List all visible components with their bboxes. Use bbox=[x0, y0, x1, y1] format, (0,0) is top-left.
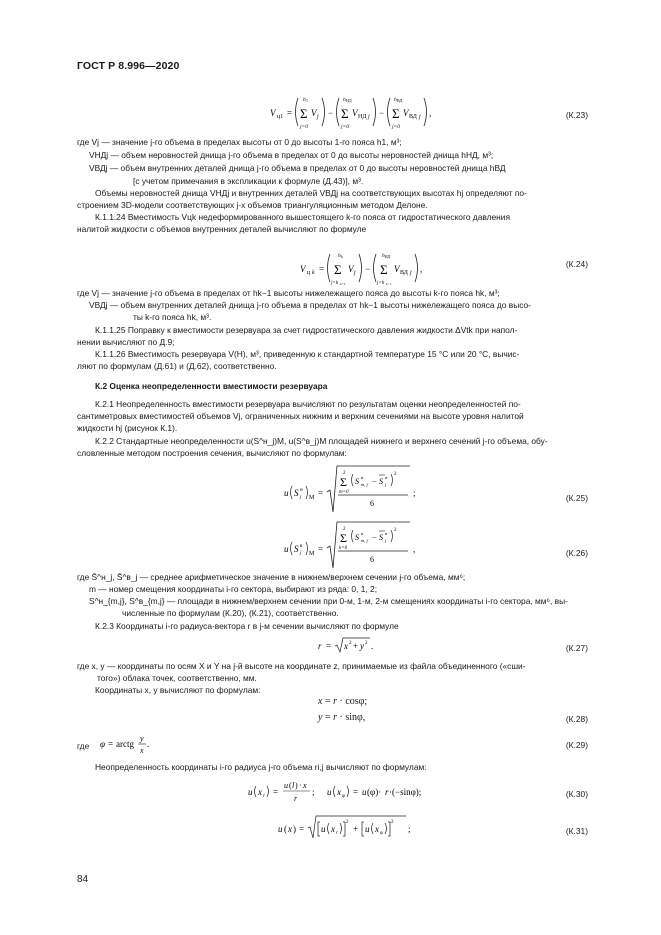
svg-text:=: = bbox=[287, 108, 293, 118]
svg-text:u: u bbox=[248, 787, 253, 797]
svg-text:m, j: m, j bbox=[361, 538, 368, 543]
svg-text:−: − bbox=[372, 477, 377, 486]
svg-text:НД: НД bbox=[358, 114, 367, 120]
svg-text:6: 6 bbox=[370, 555, 374, 564]
svg-text:k=0: k=0 bbox=[339, 546, 348, 551]
svg-text:j: j bbox=[410, 270, 412, 276]
svg-text:x: x bbox=[288, 824, 292, 834]
svg-text:j: j bbox=[385, 538, 387, 543]
svg-text:ВД: ВД bbox=[409, 114, 417, 120]
svg-text:l: l bbox=[292, 781, 295, 790]
equation-k25 bbox=[280, 462, 450, 520]
equation-number: (К.31) bbox=[565, 826, 588, 836]
svg-text:−: − bbox=[372, 533, 377, 542]
svg-text:н: н bbox=[385, 475, 388, 480]
svg-text:=: = bbox=[353, 787, 359, 797]
svg-text:m, j: m, j bbox=[361, 482, 368, 487]
svg-text:j=0: j=0 bbox=[341, 124, 349, 130]
svg-text:r: r bbox=[336, 831, 338, 836]
svg-text:V: V bbox=[403, 108, 409, 118]
svg-text:u: u bbox=[284, 488, 289, 498]
svg-text:(: ( bbox=[284, 824, 287, 834]
svg-text:2: 2 bbox=[394, 472, 397, 477]
svg-text:в: в bbox=[361, 531, 364, 536]
svg-text:2: 2 bbox=[394, 528, 397, 533]
equation-k25-graphic bbox=[280, 462, 450, 516]
svg-text:(: ( bbox=[289, 781, 292, 790]
equation-k27 bbox=[318, 636, 408, 660]
svg-text:=: = bbox=[318, 488, 324, 498]
equation-k30-graphic bbox=[248, 778, 448, 808]
svg-text:u: u bbox=[284, 781, 288, 790]
text-line: сантиметровых вместимостей объемов Vj, ограниченных нижним и верхним сечениями на высоте уровня налитой bbox=[77, 411, 524, 421]
text-line: К.1.1.24 Вместимость Vцk недеформированного вышестоящего k-го пояса от гидростатического давления bbox=[95, 212, 510, 222]
text-line: Координаты x, y вычисляют по формулам: bbox=[95, 685, 261, 695]
svg-text:r: r bbox=[318, 641, 322, 651]
svg-text:S: S bbox=[294, 488, 299, 498]
svg-text:j: j bbox=[385, 482, 387, 487]
svg-text:V: V bbox=[270, 108, 276, 118]
svg-text:,: , bbox=[413, 544, 416, 554]
svg-text:m=0: m=0 bbox=[339, 490, 349, 495]
svg-text:.: . bbox=[371, 641, 374, 651]
equation-k23 bbox=[258, 88, 478, 138]
svg-text:S: S bbox=[294, 544, 299, 554]
text-line: К.2.2 Стандартные неопределенности u(S^н_j)M, u(S^в_j)M площадей нижнего и верхнего сечений j-го объема, обу- bbox=[95, 436, 548, 446]
svg-text:·: · bbox=[299, 781, 302, 790]
text-line: К.2.1 Неопределенность вместимости резервуара вычисляют по результатам оценки неопределенностей по- bbox=[95, 399, 521, 409]
svg-text:h: h bbox=[394, 97, 397, 103]
svg-text:,: , bbox=[429, 108, 432, 118]
svg-text:+: + bbox=[353, 824, 359, 834]
svg-text:y: y bbox=[360, 641, 364, 651]
svg-text:u: u bbox=[365, 824, 370, 834]
text-line: S^н_{m,j}, S^в_{m,j} — площади в нижнем/верхнем сечении при 0-м, 1-м, 2-м смещениях координаты i-го сектора, мм⁶, вы- bbox=[89, 596, 568, 606]
svg-text:arctg: arctg bbox=[116, 739, 134, 749]
equation-k27-graphic bbox=[318, 636, 408, 656]
text-line: VНДj — объем неровностей днища j-го объема в пределах от 0 до высоты неровностей днища hНД, м³; bbox=[89, 150, 494, 160]
svg-text:ВД: ВД bbox=[397, 98, 403, 103]
svg-text:ц1: ц1 bbox=[277, 114, 284, 120]
svg-text:ц: ц bbox=[307, 270, 311, 276]
svg-text:x: x bbox=[258, 787, 262, 797]
equation-number: (К.27) bbox=[565, 643, 588, 653]
svg-text:h: h bbox=[382, 253, 385, 259]
svg-text:Σ: Σ bbox=[341, 106, 349, 121]
text-line: где Vj — значение j-го объема в пределах от hk−1 высоты нижележащего пояса до высоты k-го пояса hk, м³; bbox=[77, 288, 500, 298]
svg-text:j: j bbox=[317, 114, 319, 120]
svg-text:x: x bbox=[331, 824, 335, 834]
svg-text:u: u bbox=[362, 787, 367, 797]
svg-text:j: j bbox=[354, 270, 356, 276]
svg-text:,: , bbox=[420, 264, 423, 274]
svg-text:−: − bbox=[379, 108, 385, 118]
text-line: К.1.1.26 Вместимость резервуара V(H), м³, приведенную к стандартной температуре 15 °С или 20 °С, вычис- bbox=[95, 349, 520, 359]
text-line: где S̄^н_j, S̄^в_j — среднее арифметическое значение в нижнем/верхнем сечении j-го объема, мм⁶; bbox=[77, 572, 466, 582]
svg-text:j=0: j=0 bbox=[392, 124, 400, 130]
svg-text:2: 2 bbox=[391, 820, 394, 825]
text-line: где x, y — координаты по осям X и Y на j-й высоте на координате z, принимаемые из файла объединенного («сши- bbox=[77, 661, 526, 671]
section-heading: К.2 Оценка неопределенности вместимости резервуара bbox=[95, 381, 328, 391]
svg-text:r: r bbox=[385, 787, 389, 797]
document-header: ГОСТ Р 8.996—2020 bbox=[77, 60, 180, 72]
svg-text:j: j bbox=[368, 114, 370, 120]
svg-text:S: S bbox=[379, 533, 383, 542]
svg-text:j: j bbox=[419, 114, 421, 120]
text-line: ляют по формулам (Д.61) и (Д.62), соответственно. bbox=[77, 361, 277, 371]
svg-text:;: ; bbox=[312, 787, 315, 797]
svg-text:u: u bbox=[321, 824, 326, 834]
svg-text:в: в bbox=[385, 531, 388, 536]
svg-text:φ: φ bbox=[100, 739, 105, 749]
svg-text:x: x bbox=[303, 781, 307, 790]
equation-k28-y: y = r · sinφ, bbox=[318, 712, 366, 723]
svg-text:h: h bbox=[343, 97, 346, 103]
svg-text:k−1: k−1 bbox=[340, 282, 346, 286]
svg-text:Σ: Σ bbox=[392, 106, 400, 121]
text-line: численные по формулам (К.20), (К.21), соответственно. bbox=[122, 608, 339, 618]
svg-text:u: u bbox=[278, 824, 283, 834]
svg-text:j=h: j=h bbox=[331, 281, 339, 286]
svg-text:V: V bbox=[394, 264, 400, 274]
svg-text:h: h bbox=[338, 253, 341, 259]
text-line: того») облака точек, соответственно, мм. bbox=[97, 673, 257, 683]
svg-text:k: k bbox=[312, 270, 315, 276]
svg-text:u: u bbox=[327, 787, 332, 797]
svg-text:u: u bbox=[284, 544, 289, 554]
svg-text:j=h: j=h bbox=[377, 281, 385, 286]
svg-text:r: r bbox=[294, 794, 298, 803]
svg-text:ВД: ВД bbox=[385, 254, 391, 259]
svg-text:x: x bbox=[337, 787, 341, 797]
svg-text:φ: φ bbox=[342, 794, 345, 799]
text-line: нении вычисляют по Д.9; bbox=[77, 337, 175, 347]
text-line: m — номер смещения координаты i-го сектора, выбирают из ряда: 0, 1, 2; bbox=[89, 584, 378, 594]
equation-k26 bbox=[280, 518, 450, 576]
equation-k31 bbox=[278, 814, 428, 848]
text-line: словленные методом построения сечения, вычисляют по формулам: bbox=[77, 448, 347, 458]
svg-text:Σ: Σ bbox=[380, 262, 388, 277]
text-line: где bbox=[77, 741, 90, 751]
equation-k30 bbox=[248, 778, 448, 812]
svg-text:j: j bbox=[300, 551, 302, 556]
svg-text:−: − bbox=[328, 108, 334, 118]
text-line: ты k-го пояса hk, м³. bbox=[133, 312, 212, 322]
svg-text:2: 2 bbox=[349, 641, 352, 646]
svg-text:j=0: j=0 bbox=[300, 124, 308, 130]
text-line: К.2.3 Координаты i-го радиуса-вектора r в j-м сечении вычисляют по формуле bbox=[95, 621, 399, 631]
svg-text:Σ: Σ bbox=[300, 106, 308, 121]
text-line: строением 3D-модели соответствующих j-х объемов триангуляционным методом Делоне. bbox=[77, 200, 428, 210]
svg-text:;: ; bbox=[413, 488, 416, 498]
text-line: налитой жидкости с объемов внутренних деталей вычисляют по формуле bbox=[77, 224, 367, 234]
svg-text:S: S bbox=[355, 477, 359, 486]
svg-text:y: y bbox=[140, 734, 144, 743]
svg-text:1: 1 bbox=[306, 98, 308, 103]
text-line: VВДj — объем внутренних деталей днища j-го объема в пределах от 0 до высоты неровностей днища hВД bbox=[89, 163, 506, 173]
svg-text:h: h bbox=[303, 97, 306, 103]
svg-text:ВД: ВД bbox=[400, 270, 408, 276]
svg-text:;: ; bbox=[408, 824, 411, 834]
svg-text:н: н bbox=[361, 475, 364, 480]
svg-text:V: V bbox=[352, 108, 358, 118]
equation-k24-graphic bbox=[288, 244, 458, 290]
svg-text:k−1: k−1 bbox=[386, 282, 392, 286]
svg-text:x: x bbox=[375, 824, 379, 834]
svg-text:): ) bbox=[295, 781, 298, 790]
svg-text:V: V bbox=[300, 264, 306, 274]
svg-text:k: k bbox=[341, 254, 343, 259]
svg-text:x: x bbox=[344, 641, 348, 651]
svg-text:S: S bbox=[379, 477, 383, 486]
text-line: VВДj — объем внутренних деталей днища j-го объема в пределах от hk−1 высоты нижележащего пояса до высо- bbox=[89, 300, 531, 310]
svg-text:М: М bbox=[309, 551, 315, 557]
equation-k29-graphic bbox=[100, 731, 180, 759]
svg-text:2: 2 bbox=[365, 641, 368, 646]
svg-text:x: x bbox=[140, 746, 144, 755]
svg-text:в: в bbox=[300, 544, 303, 549]
svg-text:=: = bbox=[319, 264, 325, 274]
equation-k28-x: x = r · cosφ; bbox=[318, 696, 368, 707]
text-line: [с учетом примечания в экспликации к формуле (Д.43)], м³. bbox=[133, 176, 364, 186]
text-line: К.1.1.25 Поправку к вместимости резервуара за счет гидростатического давления жидкости ΔVtk при напол- bbox=[95, 325, 518, 335]
svg-text:(φ)·: (φ)· bbox=[367, 787, 382, 797]
page-number: 84 bbox=[77, 874, 89, 885]
svg-text:2: 2 bbox=[343, 471, 346, 476]
text-line: Неопределенность координаты i-го радиуса j-го объема ri,j вычисляют по формулам: bbox=[95, 762, 427, 772]
svg-text:=: = bbox=[299, 824, 305, 834]
equation-k29 bbox=[100, 731, 180, 763]
svg-text:S: S bbox=[355, 533, 359, 542]
svg-text:М: М bbox=[309, 495, 315, 501]
svg-text:·(−sinφ);: ·(−sinφ); bbox=[389, 787, 422, 797]
equation-number: (К.29) bbox=[565, 740, 588, 750]
text-line: где Vj — значение j-го объема в пределах высоты от 0 до высоты 1-го пояса h1, м³; bbox=[77, 137, 402, 147]
equation-number: (К.28) bbox=[565, 714, 588, 724]
svg-text:н: н bbox=[300, 488, 303, 493]
svg-text:=: = bbox=[318, 544, 324, 554]
svg-text:Σ: Σ bbox=[340, 475, 347, 489]
text-line: Объемы неровностей днища VНДj и внутренних деталей VВДj на соответствующих высотах hj определяют по- bbox=[95, 188, 527, 198]
svg-text:V: V bbox=[311, 108, 317, 118]
svg-text:2: 2 bbox=[343, 527, 346, 532]
equation-number: (К.24) bbox=[565, 259, 588, 269]
equation-number: (К.26) bbox=[565, 548, 588, 558]
equation-number: (К.25) bbox=[565, 493, 588, 503]
text-line: жидкости hj (рисунок К.1). bbox=[77, 423, 178, 433]
svg-text:2: 2 bbox=[346, 820, 349, 825]
svg-text:.: . bbox=[147, 739, 150, 749]
svg-text:=: = bbox=[326, 641, 332, 651]
svg-text:V: V bbox=[348, 264, 354, 274]
svg-text:6: 6 bbox=[370, 499, 374, 508]
svg-text:Σ: Σ bbox=[334, 262, 342, 277]
svg-text:НД: НД bbox=[346, 98, 352, 103]
svg-text:=: = bbox=[273, 787, 279, 797]
equation-number: (К.23) bbox=[565, 110, 588, 120]
svg-text:=: = bbox=[108, 739, 114, 749]
equation-k24 bbox=[288, 244, 458, 294]
svg-text:r: r bbox=[263, 794, 265, 799]
equation-k26-graphic bbox=[280, 518, 450, 572]
equation-k23-graphic bbox=[258, 88, 478, 134]
svg-text:−: − bbox=[365, 264, 371, 274]
svg-text:j: j bbox=[300, 495, 302, 500]
svg-text:Σ: Σ bbox=[340, 531, 347, 545]
svg-text:+: + bbox=[353, 641, 359, 651]
equation-k31-graphic bbox=[278, 814, 428, 844]
svg-text:): ) bbox=[293, 824, 296, 834]
equation-number: (К.30) bbox=[565, 789, 588, 799]
svg-text:φ: φ bbox=[380, 831, 383, 836]
